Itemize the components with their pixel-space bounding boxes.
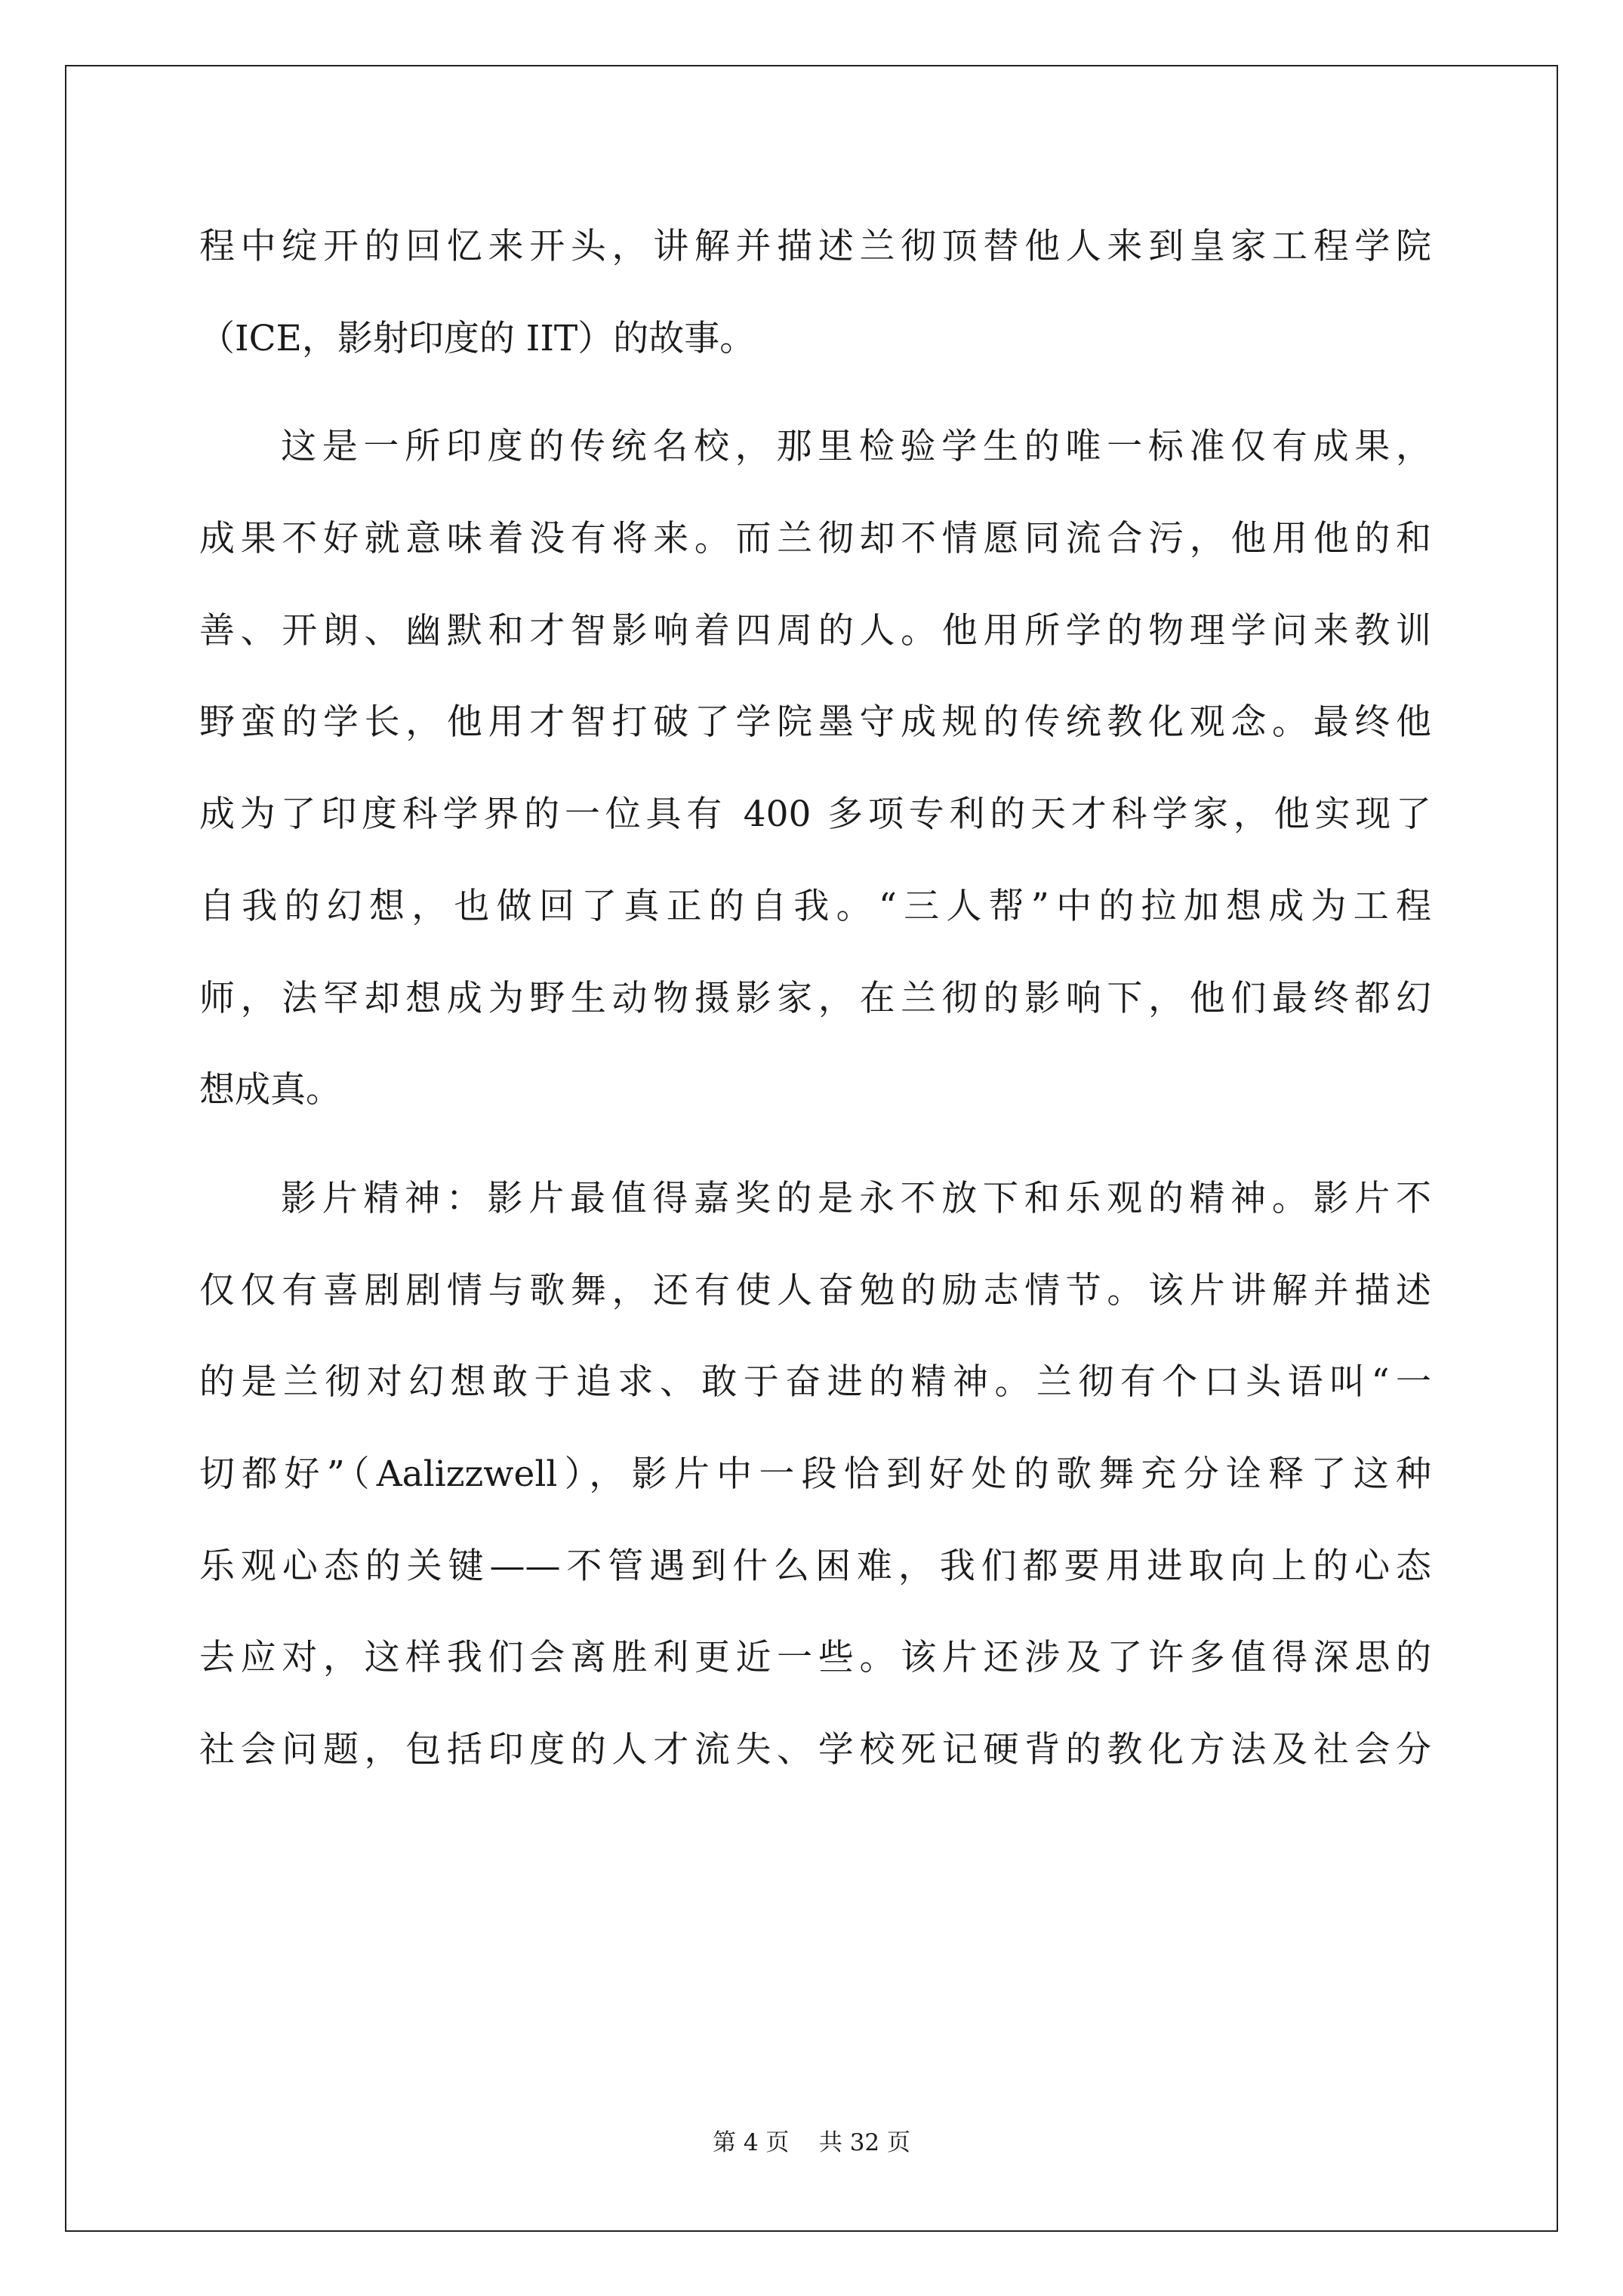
text-line: 乐观心态的关键——不管遇到什么困难，我们都要用进取向上的心态	[199, 1545, 1431, 1587]
text-line: 去应对，这样我们会离胜利更近一些。该片还涉及了许多值得深思的	[199, 1637, 1431, 1679]
page-total: 共 32 页	[818, 2129, 910, 2156]
page-number: 第 4 页	[712, 2129, 790, 2156]
text-line: 成果不好就意味着没有将来。而兰彻却不情愿同流合污，他用他的和	[199, 518, 1431, 560]
text-line: 想成真。	[199, 1069, 341, 1111]
text-line: 程中绽开的回忆来开头，讲解并描述兰彻顶替他人来到皇家工程学院	[199, 226, 1431, 267]
text-line: 善、开朗、幽默和才智影响着四周的人。他用所学的物理学问来教训	[199, 609, 1431, 652]
text-line: 自我的幻想，也做回了真正的自我。“三人帮”中的拉加想成为工程	[199, 885, 1431, 927]
text-line: 仅仅有喜剧剧情与歌舞，还有使人奋勉的励志情节。该片讲解并描述	[199, 1269, 1431, 1311]
text-line: （ICE，影射印度的 IIT）的故事。	[199, 317, 756, 359]
text-line: 的是兰彻对幻想敢于追求、敢于奋进的精神。兰彻有个口头语叫“一	[199, 1361, 1431, 1404]
text-line: 师，法罕却想成为野生动物摄影家，在兰彻的影响下，他们最终都幻	[199, 977, 1431, 1019]
document-body	[199, 201, 1431, 1796]
text-line: 这是一所印度的传统名校，那里检验学生的唯一标准仅有成果，	[281, 426, 1431, 468]
text-line: 切都好”（Aalizzwell），影片中一段恰到好处的歌舞充分诠释了这种	[199, 1453, 1431, 1495]
text-line: 社会问题，包括印度的人才流失、学校死记硬背的教化方法及社会分	[199, 1729, 1431, 1771]
paragraph	[199, 1153, 1431, 1796]
text-line: 野蛮的学长，他用才智打破了学院墨守成规的传统教化观念。最终他	[199, 701, 1431, 744]
text-line: 成为了印度科学界的一位具有 400 多项专利的天才科学家，他实现了	[199, 794, 1431, 836]
paragraph	[199, 201, 1431, 384]
page-footer	[0, 2123, 1623, 2157]
paragraph	[199, 401, 1431, 1136]
text-line: 影片精神：影片最值得嘉奖的是永不放下和乐观的精神。影片不	[281, 1177, 1431, 1219]
